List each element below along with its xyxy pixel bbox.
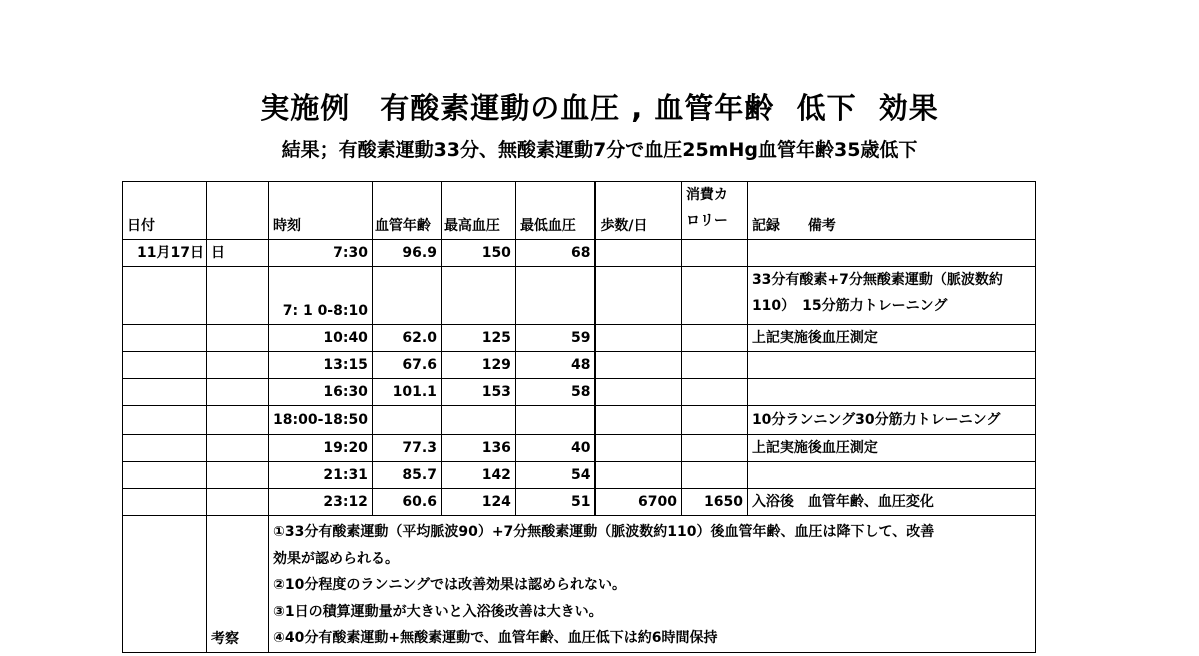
cell-vascular-age: 62.0 xyxy=(372,325,441,352)
cell-calories xyxy=(681,379,747,406)
table-row xyxy=(123,267,1036,325)
cell-systolic: 150 xyxy=(441,240,515,267)
header-weekday xyxy=(207,182,269,240)
cell-time: 19:20 xyxy=(269,435,373,462)
cell-date xyxy=(123,462,207,489)
cell-weekday: 日 xyxy=(207,240,269,267)
cell-time: 13:15 xyxy=(269,352,373,379)
header-steps: 歩数/日 xyxy=(595,182,681,240)
table-row xyxy=(123,352,1036,379)
cell-steps: 6700 xyxy=(595,489,681,516)
cell-systolic: 136 xyxy=(441,435,515,462)
cell-weekday xyxy=(207,352,269,379)
cell-notes: 10分ランニング30分筋力トレーニング xyxy=(747,406,1035,435)
cell-steps xyxy=(595,267,681,325)
cell-date xyxy=(123,352,207,379)
cell-date xyxy=(123,379,207,406)
cell-diastolic: 59 xyxy=(515,325,595,352)
cell-weekday xyxy=(207,379,269,406)
cell-date xyxy=(123,325,207,352)
cell-time: 10:40 xyxy=(269,325,373,352)
consideration-text: ①33分有酸素運動（平均脈波90）+7分無酸素運動（脈波数約110）後血管年齢、血圧は降下して、改善 効果が認められる。 ②10分程度のランニングでは改善効果は認められない。 ③1日の積算運動量が大きいと入浴後改善は大きい。 ④40分有酸素運動+無酸素運動で、血管年齢、血圧低下は約6時間保持 xyxy=(269,516,1036,653)
cell-vascular-age: 77.3 xyxy=(372,435,441,462)
cell-time: 21:31 xyxy=(269,462,373,489)
header-row xyxy=(123,182,1036,240)
header-systolic: 最高血圧 xyxy=(441,182,515,240)
cell-calories xyxy=(681,462,747,489)
cell-notes: 33分有酸素+7分無酸素運動（脈波数約 110） 15分筋力トレーニング xyxy=(747,267,1035,325)
consideration-row xyxy=(123,516,1036,653)
table-row xyxy=(123,489,1036,516)
cell-time: 18:00-18:50 xyxy=(269,406,373,435)
cell-calories xyxy=(681,406,747,435)
cell-diastolic xyxy=(515,267,595,325)
cell-weekday xyxy=(207,267,269,325)
cell-calories xyxy=(681,267,747,325)
blood-pressure-record-table xyxy=(122,181,1036,653)
cell-systolic xyxy=(441,406,515,435)
cell-vascular-age: 101.1 xyxy=(372,379,441,406)
cell-systolic: 129 xyxy=(441,352,515,379)
cell-vascular-age: 85.7 xyxy=(372,462,441,489)
cell-diastolic: 68 xyxy=(515,240,595,267)
cell-time: 7:30 xyxy=(269,240,373,267)
cell-notes: 上記実施後血圧測定 xyxy=(747,435,1035,462)
cell-vascular-age xyxy=(372,267,441,325)
cell-date: 11月17日 xyxy=(123,240,207,267)
cell-time: 23:12 xyxy=(269,489,373,516)
cell-vascular-age: 67.6 xyxy=(372,352,441,379)
table-row xyxy=(123,462,1036,489)
table-row xyxy=(123,325,1036,352)
cell-diastolic: 58 xyxy=(515,379,595,406)
cell-weekday xyxy=(207,462,269,489)
cell-vascular-age: 96.9 xyxy=(372,240,441,267)
cell-diastolic xyxy=(515,406,595,435)
cell-date xyxy=(123,406,207,435)
cell-date xyxy=(123,489,207,516)
header-calories-line2: ロリー xyxy=(685,213,728,229)
cell-vascular-age xyxy=(372,406,441,435)
cell-diastolic: 40 xyxy=(515,435,595,462)
cell-steps xyxy=(595,325,681,352)
cell-weekday xyxy=(207,406,269,435)
cell-systolic xyxy=(441,267,515,325)
cell-notes: 上記実施後血圧測定 xyxy=(747,325,1035,352)
header-time: 時刻 xyxy=(269,182,373,240)
cell-steps xyxy=(595,379,681,406)
cell-diastolic: 51 xyxy=(515,489,595,516)
cell-time: 7: 1 0-8:10 xyxy=(269,267,373,325)
cell-calories xyxy=(681,435,747,462)
cell-time: 16:30 xyxy=(269,379,373,406)
cell-notes: 入浴後 血管年齢、血圧変化 xyxy=(747,489,1035,516)
consideration-label: 考察 xyxy=(207,516,269,653)
cell-weekday xyxy=(207,325,269,352)
page-title: 実施例 有酸素運動の血圧 , 血管年齢 低下 効果 xyxy=(260,91,939,125)
cell-systolic: 124 xyxy=(441,489,515,516)
page-subtitle: 結果；有酸素運動33分、無酸素運動7分で血圧25mHg血管年齢35歳低下 xyxy=(281,139,918,161)
table-row xyxy=(123,435,1036,462)
cell-systolic: 125 xyxy=(441,325,515,352)
cell-weekday xyxy=(207,435,269,462)
cell-steps xyxy=(595,406,681,435)
table-row xyxy=(123,240,1036,267)
cell-calories xyxy=(681,325,747,352)
table-row xyxy=(123,406,1036,435)
cell-systolic: 153 xyxy=(441,379,515,406)
cell-diastolic: 48 xyxy=(515,352,595,379)
table-row xyxy=(123,379,1036,406)
header-calories-line1: 消費カ xyxy=(685,187,728,203)
cell-steps xyxy=(595,352,681,379)
cell-notes xyxy=(747,379,1035,406)
header-calories xyxy=(681,182,747,240)
cell-calories: 1650 xyxy=(681,489,747,516)
header-diastolic: 最低血圧 xyxy=(515,182,595,240)
cell-notes xyxy=(747,352,1035,379)
cell-calories xyxy=(681,352,747,379)
cell-vascular-age: 60.6 xyxy=(372,489,441,516)
cell-steps xyxy=(595,462,681,489)
cell-systolic: 142 xyxy=(441,462,515,489)
cell-notes xyxy=(747,462,1035,489)
cell-date xyxy=(123,267,207,325)
cell-date xyxy=(123,435,207,462)
cell-steps xyxy=(595,435,681,462)
cell-calories xyxy=(681,240,747,267)
cell-weekday xyxy=(207,489,269,516)
cell-diastolic: 54 xyxy=(515,462,595,489)
cell-steps xyxy=(595,240,681,267)
cell-notes xyxy=(747,240,1035,267)
consideration-empty-cell xyxy=(123,516,207,653)
header-date: 日付 xyxy=(123,182,207,240)
header-vascular-age: 血管年齢 xyxy=(372,182,441,240)
header-notes: 記録 備考 xyxy=(747,182,1035,240)
